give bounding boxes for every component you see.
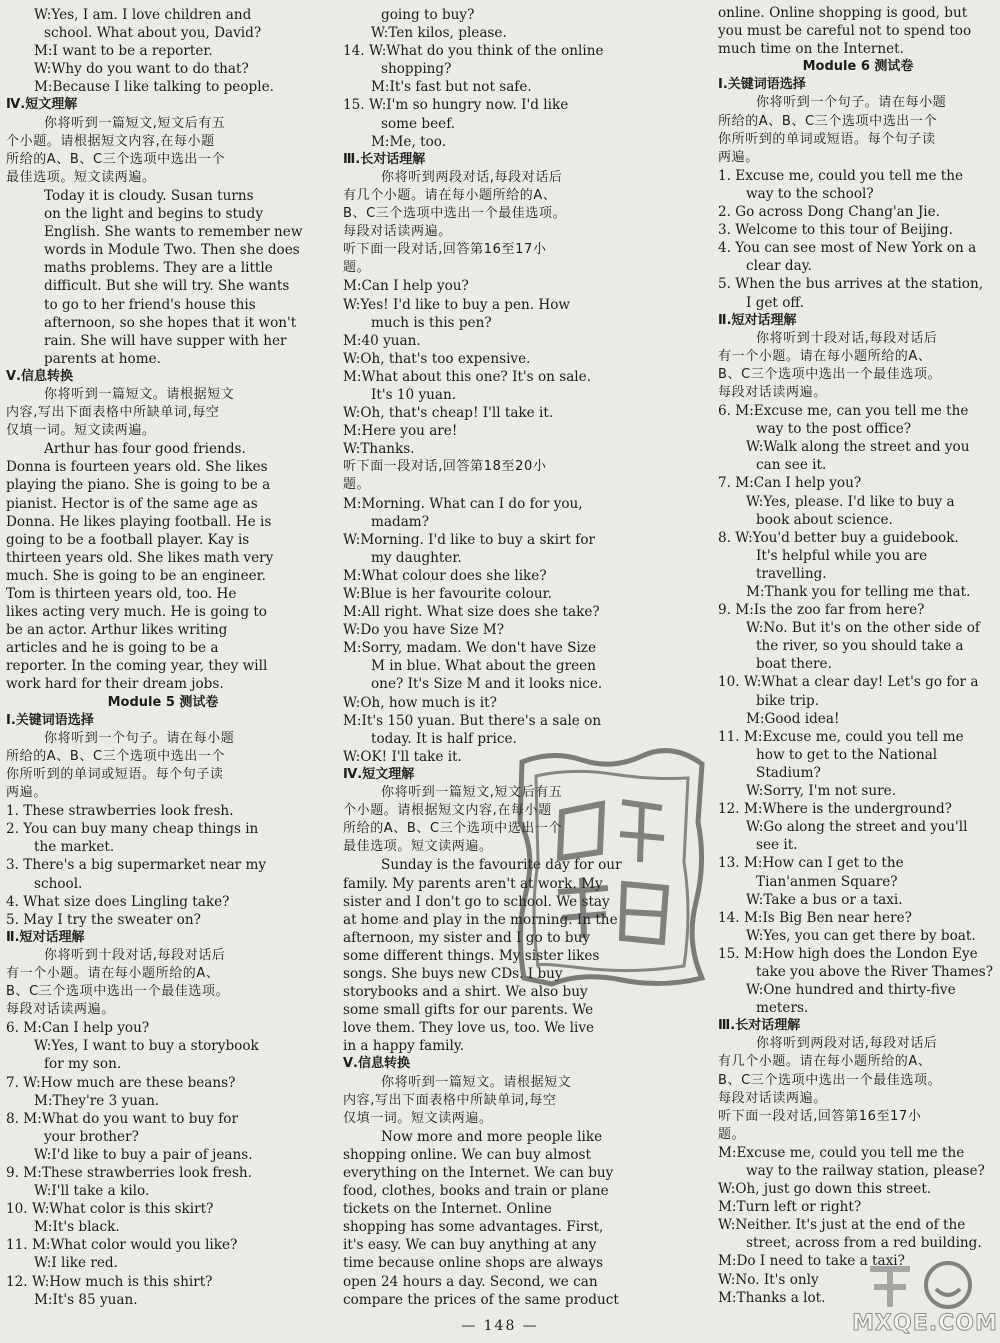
text-line: street, across from a red building. [746, 1235, 982, 1252]
text-line: time because online shops are always [343, 1255, 604, 1272]
text-line: 7. W:How much are these beans? [6, 1074, 236, 1091]
text-line: 6. M:Excuse me, can you tell me the [718, 403, 969, 420]
text-line: book about science. [756, 511, 893, 528]
text-line: W:Thanks. [343, 441, 415, 458]
text-line: 你将听到两段对话,每段对话后 [756, 1036, 938, 1052]
text-line: M:Here you are! [343, 423, 458, 440]
text-line: M:They're 3 yuan. [34, 1092, 160, 1109]
text-line: 1. These strawberries look fresh. [6, 803, 234, 820]
text-line: afternoon, my sister and I go to buy [343, 929, 591, 946]
text-line: words in Module Two. Then she does [44, 242, 300, 259]
section-heading: Ⅰ.关键词语选择 [718, 77, 806, 93]
text-line: difficult. But she will try. She wants [44, 278, 290, 295]
text-line: how to get to the National [756, 746, 938, 763]
text-line: Donna. He likes playing football. He is [6, 513, 272, 530]
section-heading: Ⅰ.关键词语选择 [6, 712, 94, 728]
text-line: M:All right. What size does she take? [343, 604, 600, 621]
text-line: sister and I don't go to school. We stay [343, 893, 610, 910]
section-heading: Ⅴ.信息转换 [6, 368, 73, 384]
text-line: the market. [34, 839, 115, 856]
text-line: 所给的A、B、C三个选项中选出一个 [718, 113, 938, 129]
text-line: Tom is thirteen years old, too. He [6, 586, 237, 602]
text-line: open 24 hours a day. Second, we can [343, 1273, 598, 1290]
text-line: 你将听到一篇短文。请根据短文 [381, 1074, 572, 1090]
text-line: M:It's fast but not safe. [371, 79, 532, 96]
text-line: work hard for their dream jobs. [6, 676, 224, 693]
text-line: 有几个小题。请在每小题所给的A、 [343, 187, 557, 203]
text-line: 每段对话读两遍。 [343, 224, 452, 240]
text-line: M:It's 85 yuan. [34, 1291, 138, 1308]
text-line: M:It's 150 yuan. But there's a sale on [343, 712, 602, 729]
text-line: at home and play in the morning. In the [343, 911, 618, 928]
text-line: 你将听到一篇短文,短文后有五 [44, 115, 226, 131]
watermark-text: MXQE.COM [852, 1311, 998, 1336]
text-line: for my son. [44, 1056, 122, 1073]
section-heading: Module 5 测试卷 [107, 694, 219, 710]
text-line: 听下面一段对话,回答第16至17小 [718, 1108, 922, 1124]
section-heading: Ⅲ.长对话理解 [343, 151, 426, 167]
text-line: It's helpful while you are [756, 547, 928, 564]
text-line: M:Turn left or right? [718, 1199, 862, 1216]
text-line: 5. When the bus arrives at the station, [718, 276, 984, 293]
text-line: your brother? [44, 1128, 139, 1145]
text-line: some beef. [381, 115, 456, 132]
text-line: W:Oh, how much is it? [343, 694, 497, 711]
text-line: W:No. But it's on the other side of [746, 620, 980, 637]
text-line: W:Yes, I want to buy a storybook [34, 1038, 259, 1055]
text-line: shopping has some advantages. First, [343, 1219, 604, 1236]
text-line: some small gifts for our parents. We [343, 1002, 594, 1019]
text-line: B、C三个选项中选出一个最佳选项。 [718, 1072, 942, 1088]
text-line: 13. M:How can I get to the [718, 855, 904, 872]
text-line: songs. She buys new CDs. I buy [343, 965, 563, 982]
text-line: 听下面一段对话,回答第18至20小 [343, 459, 547, 475]
section-heading: Ⅱ.短对话理解 [6, 929, 85, 945]
text-line: 1. Excuse me, could you tell me the [718, 167, 964, 184]
text-line: 你将听到十段对话,每段对话后 [44, 947, 226, 963]
text-line: 你所听到的单词或短语。每个句子读 [6, 766, 224, 782]
text-line: 14. W:What do you think of the online [343, 43, 604, 60]
text-line: Stadium? [756, 764, 821, 781]
text-line: It's 10 yuan. [371, 386, 457, 403]
text-line: M:Good idea! [746, 710, 840, 727]
text-line: one? It's Size M and it looks nice. [371, 676, 603, 693]
text-line: 10. W:What color is this skirt? [6, 1201, 214, 1218]
text-line: travelling. [756, 565, 827, 582]
text-line: 仅填一词。短文读两遍。 [6, 423, 156, 439]
text-line: 4. What size does Lingling take? [6, 893, 230, 910]
text-line: 每段对话读两遍。 [6, 1002, 115, 1018]
text-line: the river, so you should take a [756, 638, 964, 655]
text-line: reporter. In the coming year, they will [6, 658, 268, 675]
text-line: 4. You can see most of New York on a [718, 240, 977, 257]
text-line: W:One hundred and thirty-five [746, 982, 956, 999]
text-line: W:Go along the street and you'll [746, 819, 968, 836]
text-line: M:Morning. What can I do for you, [343, 495, 583, 512]
text-line: 你将听到一篇短文。请根据短文 [44, 386, 235, 402]
text-line: W:Yes, please. I'd like to buy a [746, 493, 955, 510]
text-line: it's easy. We can buy anything at any [343, 1237, 597, 1254]
text-line: W:Yes, I am. I love children and [34, 7, 252, 23]
text-line: W:Blue is her favourite colour. [343, 586, 552, 602]
text-line: pianist. Hector is of the same age as [6, 495, 258, 512]
text-line: compare the prices of the same product [343, 1291, 619, 1308]
text-line: 你将听到一个句子。请在每小题 [756, 95, 947, 111]
text-line: boat there. [756, 656, 832, 673]
text-line: thirteen years old. She likes math very [6, 549, 274, 566]
text-line: M:Do I need to take a taxi? [718, 1253, 905, 1270]
text-line: 最佳选项。短文读两遍。 [6, 169, 156, 185]
text-line: my daughter. [371, 549, 462, 566]
text-line: bike trip. [756, 692, 819, 709]
text-line: rain. She will have supper with her [44, 332, 287, 349]
text-line: 你将听到一篇短文,短文后有五 [381, 785, 563, 801]
text-line: 3. There's a big supermarket near my [6, 857, 267, 874]
text-line: 你将听到两段对话,每段对话后 [381, 169, 563, 185]
text-line: 所给的A、B、C三个选项中选出一个 [343, 821, 563, 837]
text-line: afternoon, so she hopes that it won't [44, 314, 297, 331]
text-line: W:Neither. It's just at the end of the [718, 1217, 966, 1234]
text-line: M:Thank you for telling me that. [746, 584, 971, 600]
text-line: M in blue. What about the green [371, 658, 596, 675]
section-heading: Ⅳ.短文理解 [6, 97, 78, 113]
text-line: W:Do you have Size M? [343, 622, 505, 639]
text-line: 8. M:What do you want to buy for [6, 1110, 238, 1127]
text-line: family. My parents aren't at work. My [343, 875, 603, 892]
text-line: B、C三个选项中选出一个最佳选项。 [718, 366, 942, 382]
text-line: W:I'll take a kilo. [34, 1183, 150, 1200]
text-line: 每段对话读两遍。 [718, 384, 827, 400]
text-line: W:Yes, you can get there by boat. [746, 927, 976, 944]
text-line: 7. M:Can I help you? [718, 475, 862, 492]
text-line: 有一个小题。请在每小题所给的A、 [718, 348, 932, 364]
section-heading: Ⅴ.信息转换 [343, 1056, 410, 1072]
text-line: 听下面一段对话,回答第16至17小 [343, 242, 547, 258]
text-line: 仅填一词。短文读两遍。 [343, 1110, 493, 1126]
page-number: — 148 — [461, 1318, 539, 1334]
text-line: way to the school? [746, 185, 874, 202]
text-line: W:OK! I'll take it. [343, 748, 462, 765]
text-line: W:Oh, just go down this street. [718, 1181, 932, 1198]
text-line: playing the piano. She is going to be a [6, 477, 271, 494]
text-line: M:Because I like talking to people. [34, 79, 274, 96]
text-line: 9. M:These strawberries look fresh. [6, 1165, 253, 1181]
text-line: 内容,写出下面表格中所缺单词,每空 [343, 1092, 557, 1108]
text-line: 你将听到十段对话,每段对话后 [756, 330, 938, 346]
text-line: way to the post office? [756, 421, 912, 438]
text-line: 3. Welcome to this tour of Beijing. [718, 222, 953, 239]
text-line: 所给的A、B、C三个选项中选出一个 [6, 151, 226, 167]
text-line: 内容,写出下面表格中所缺单词,每空 [6, 405, 220, 421]
text-line: 所给的A、B、C三个选项中选出一个 [6, 748, 226, 764]
text-line: W:I like red. [34, 1255, 118, 1272]
text-line: 8. W:You'd better buy a guidebook. [718, 529, 959, 546]
text-line: W:Take a bus or a taxi. [746, 891, 903, 908]
text-line: M:Can I help you? [343, 278, 469, 295]
text-line: 题。 [718, 1126, 746, 1142]
text-line: W:Oh, that's too expensive. [343, 350, 531, 367]
text-line: W:Morning. I'd like to buy a skirt for [343, 531, 596, 548]
text-line: see it. [756, 837, 798, 854]
text-line: you must be careful not to spend too [718, 23, 972, 40]
text-line: W:I'd like to buy a pair of jeans. [34, 1146, 253, 1163]
text-line: 12. W:How much is this shirt? [6, 1273, 213, 1290]
text-line: M:What about this one? It's on sale. [343, 368, 592, 385]
text-line: M:Thanks a lot. [718, 1289, 826, 1306]
text-line: W:Yes! I'd like to buy a pen. How [343, 296, 571, 313]
text-line: 题。 [343, 477, 371, 493]
text-line: 14. M:Is Big Ben near here? [718, 909, 912, 926]
text-line: 最佳选项。短文读两遍。 [343, 839, 493, 855]
text-line: likes acting very much. He is going to [6, 604, 267, 621]
text-line: shopping online. We can buy almost [343, 1146, 591, 1163]
column-left [6, 6, 320, 1309]
text-line: 11. M:Excuse me, could you tell me [718, 728, 964, 745]
text-line: Tian'anmen Square? [756, 873, 898, 890]
smile-logo-icon [850, 1255, 1000, 1315]
text-line: meters. [756, 1000, 809, 1017]
text-line: storybooks and a shirt. We also buy [343, 984, 588, 1001]
text-line: M:Me, too. [371, 133, 447, 150]
text-line: going to be a football player. Kay is [6, 531, 250, 548]
text-line: W:No. It's only [718, 1271, 819, 1288]
text-line: Arthur has four good friends. [44, 441, 246, 458]
text-line: take you above the River Thames? [756, 963, 993, 980]
text-line: B、C三个选项中选出一个最佳选项。 [343, 206, 567, 222]
column-middle [343, 6, 637, 1309]
text-line: W:Ten kilos, please. [371, 25, 507, 42]
text-line: maths problems. They are a little [44, 260, 273, 277]
text-line: Today it is cloudy. Susan turns [44, 187, 254, 204]
section-heading: Ⅲ.长对话理解 [718, 1018, 801, 1034]
text-line: school. What about you, David? [44, 25, 262, 42]
text-line: online. Online shopping is good, but [718, 5, 968, 21]
text-line: I get off. [746, 294, 804, 311]
text-line: 10. W:What a clear day! Let's go for a [718, 674, 979, 691]
text-line: everything on the Internet. We can buy [343, 1165, 614, 1181]
text-line: 题。 [343, 260, 371, 276]
text-line: 2. Go across Dong Chang'an Jie. [718, 204, 940, 221]
text-line: tickets on the Internet. Online [343, 1201, 552, 1218]
text-line: 有几个小题。请在每小题所给的A、 [718, 1054, 932, 1070]
text-line: 6. M:Can I help you? [6, 1020, 150, 1037]
text-line: 2. You can buy many cheap things in [6, 821, 259, 838]
text-line: food, clothes, books and train or plane [343, 1183, 609, 1200]
text-line: 5. May I try the sweater on? [6, 911, 201, 928]
text-line: 两遍。 [718, 149, 759, 165]
text-line: to go to her friend's house this [44, 296, 256, 313]
text-line: M:Excuse me, could you tell me the [718, 1144, 965, 1161]
text-line: B、C三个选项中选出一个最佳选项。 [6, 984, 230, 1000]
text-line: much is this pen? [371, 314, 492, 331]
text-line: 你所听到的单词或短语。每个句子读 [718, 131, 936, 147]
text-line: some different things. My sister likes [343, 947, 600, 964]
text-line: Donna is fourteen years old. She likes [6, 459, 268, 476]
text-line: W:Why do you want to do that? [34, 61, 249, 78]
text-line: clear day. [746, 258, 812, 275]
text-line: M:Sorry, madam. We don't have Size [343, 640, 597, 657]
text-line: 有一个小题。请在每小题所给的A、 [6, 965, 220, 981]
text-line: 11. M:What color would you like? [6, 1237, 238, 1254]
text-line: 每段对话读两遍。 [718, 1090, 827, 1106]
column-right [718, 4, 998, 1307]
text-line: in a happy family. [343, 1038, 465, 1055]
text-line: 9. M:Is the zoo far from here? [718, 602, 925, 619]
text-line: M:What colour does she like? [343, 567, 547, 584]
text-line: 个小题。请根据短文内容,在每小题 [343, 803, 552, 819]
text-line: can see it. [756, 457, 827, 474]
text-line: school. [34, 875, 83, 892]
text-line: M:40 yuan. [343, 332, 421, 349]
text-line: much. She is going to be an engineer. [6, 567, 266, 584]
text-line: much time on the Internet. [718, 41, 904, 58]
text-line: W:Walk along the street and you [746, 439, 970, 456]
text-line: today. It is half price. [371, 730, 517, 747]
text-line: 15. M:How high does the London Eye [718, 945, 978, 962]
text-line: 15. W:I'm so hungry now. I'd like [343, 97, 569, 114]
text-line: be an actor. Arthur likes writing [6, 622, 228, 639]
text-line: 两遍。 [6, 785, 47, 801]
text-line: way to the railway station, please? [746, 1163, 985, 1179]
text-line: W:Oh, that's cheap! I'll take it. [343, 405, 554, 422]
section-heading: Module 6 测试卷 [802, 59, 914, 75]
text-line: M:It's black. [34, 1219, 120, 1236]
text-line: M:I want to be a reporter. [34, 43, 213, 60]
text-line: Sunday is the favourite day for our [381, 857, 622, 874]
text-line: shopping? [381, 61, 452, 78]
text-line: W:Sorry, I'm not sure. [746, 783, 897, 800]
text-line: on the light and begins to study [44, 206, 264, 223]
section-heading: Ⅳ.短文理解 [343, 766, 415, 782]
text-line: parents at home. [44, 350, 161, 367]
text-line: madam? [371, 513, 429, 530]
text-line: 个小题。请根据短文内容,在每小题 [6, 133, 215, 149]
text-line: 12. M:Where is the underground? [718, 801, 952, 818]
text-line: English. She wants to remember new [44, 224, 303, 241]
text-line: Now more and more people like [381, 1128, 603, 1145]
text-line: articles and he is going to be a [6, 640, 219, 657]
text-line: going to buy? [381, 7, 475, 23]
text-line: love them. They love us, too. We live [343, 1020, 595, 1037]
text-line: 你将听到一个句子。请在每小题 [44, 730, 235, 746]
section-heading: Ⅱ.短对话理解 [718, 312, 797, 328]
